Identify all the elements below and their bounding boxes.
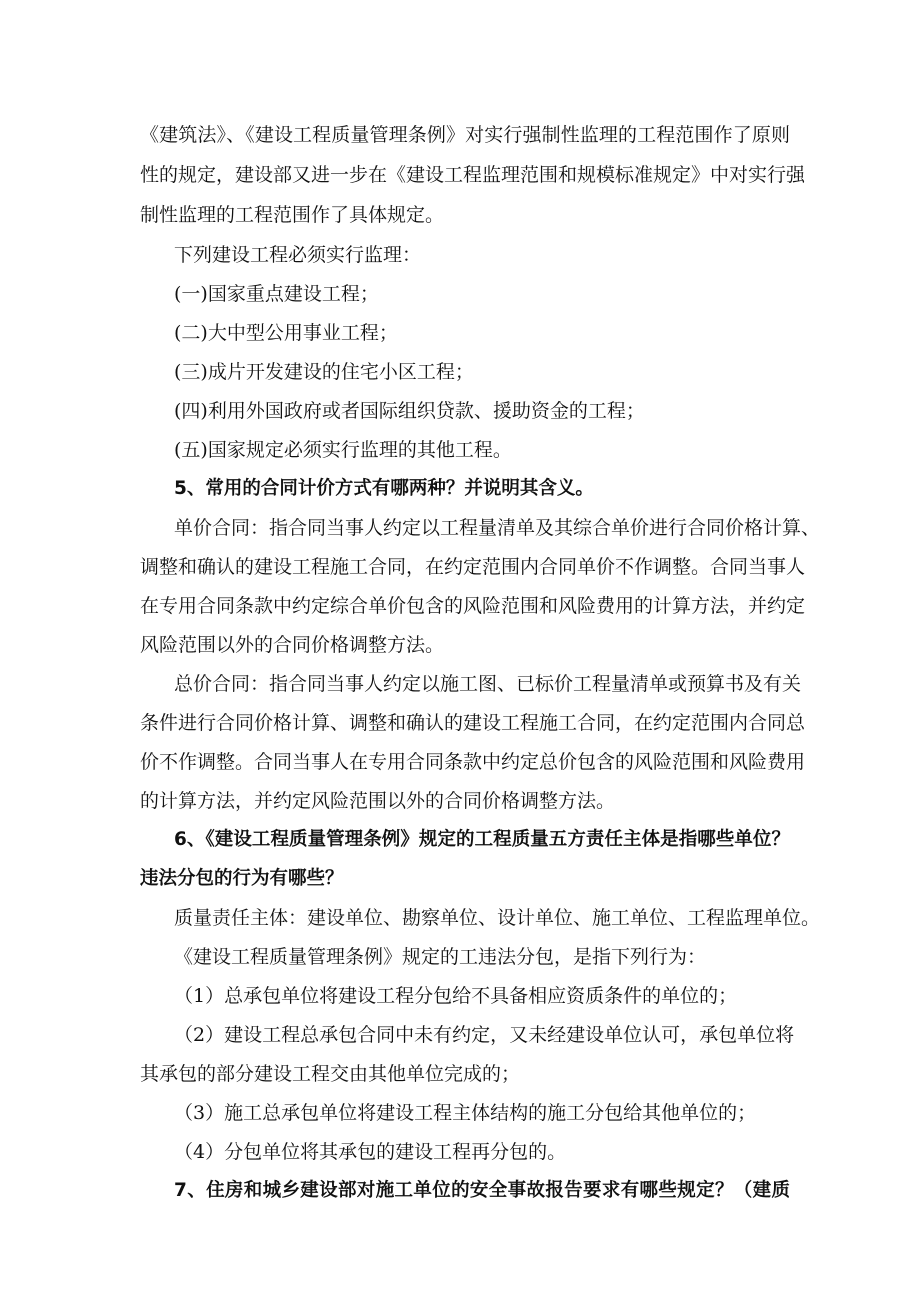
paragraph-line: 调整和确认的建设工程施工合同，在约定范围内合同单价不作调整。合同当事人: [140, 556, 806, 578]
list-item: (二)大中型公用事业工程；: [174, 322, 398, 344]
list-item: （4）分包单位将其承包的建设工程再分包的。: [174, 1141, 567, 1163]
paragraph-line: 风险范围以外的合同价格调整方法。: [140, 634, 445, 656]
paragraph-line: 在专用合同条款中约定综合单价包含的风险范围和风险费用的计算方法，并约定: [140, 595, 806, 617]
paragraph-line: 制性监理的工程范围作了具体规定。: [140, 204, 445, 226]
paragraph-line: 的计算方法，并约定风险范围以外的合同价格调整方法。: [140, 790, 616, 812]
section-heading: 5、常用的合同计价方式有哪两种？并说明其含义。: [174, 478, 594, 499]
paragraph-line: 单价合同：指合同当事人约定以工程量清单及其综合单价进行合同价格计算、: [174, 517, 821, 539]
list-item: (一)国家重点建设工程；: [174, 283, 379, 305]
list-item: （3）施工总承包单位将建设工程主体结构的施工分包给其他单位的；: [174, 1102, 757, 1124]
paragraph-line: 《建设工程质量管理条例》规定的工违法分包，是指下列行为：: [174, 946, 707, 968]
section-heading: 6、《建设工程质量管理条例》规定的工程质量五方责任主体是指哪些单位？: [174, 829, 790, 850]
paragraph-line: 总价合同：指合同当事人约定以施工图、已标价工程量清单或预算书及有关: [174, 673, 802, 695]
section-heading: 7、住房和城乡建设部对施工单位的安全事故报告要求有哪些规定？（建质: [174, 1180, 790, 1201]
list-item: 其承包的部分建设工程交由其他单位完成的；: [140, 1063, 521, 1085]
paragraph-line: 条件进行合同价格计算、调整和确认的建设工程施工合同，在约定范围内合同总: [140, 712, 806, 734]
list-item: (五)国家规定必须实行监理的其他工程。: [174, 439, 512, 461]
list-item: （1）总承包单位将建设工程分包给不具备相应资质条件的单位的；: [174, 985, 738, 1007]
list-item: (四)利用外国政府或者国际组织贷款、援助资金的工程；: [174, 400, 645, 422]
paragraph-line: 质量责任主体：建设单位、勘察单位、设计单位、施工单位、工程监理单位。: [174, 907, 821, 929]
paragraph-line: 价不作调整。合同当事人在专用合同条款中约定总价包含的风险范围和风险费用: [140, 751, 806, 773]
paragraph-line: 下列建设工程必须实行监理：: [174, 244, 422, 266]
list-item: （2）建设工程总承包合同中未有约定，又未经建设单位认可，承包单位将: [174, 1024, 795, 1046]
section-heading: 违法分包的行为有哪些？: [140, 868, 344, 889]
paragraph-line: 《建筑法》、《建设工程质量管理条例》对实行强制性监理的工程范围作了原则: [140, 124, 790, 146]
list-item: (三)成片开发建设的住宅小区工程；: [174, 361, 474, 383]
paragraph-line: 性的规定，建设部又进一步在《建设工程监理范围和规模标准规定》中对实行强: [140, 164, 806, 186]
